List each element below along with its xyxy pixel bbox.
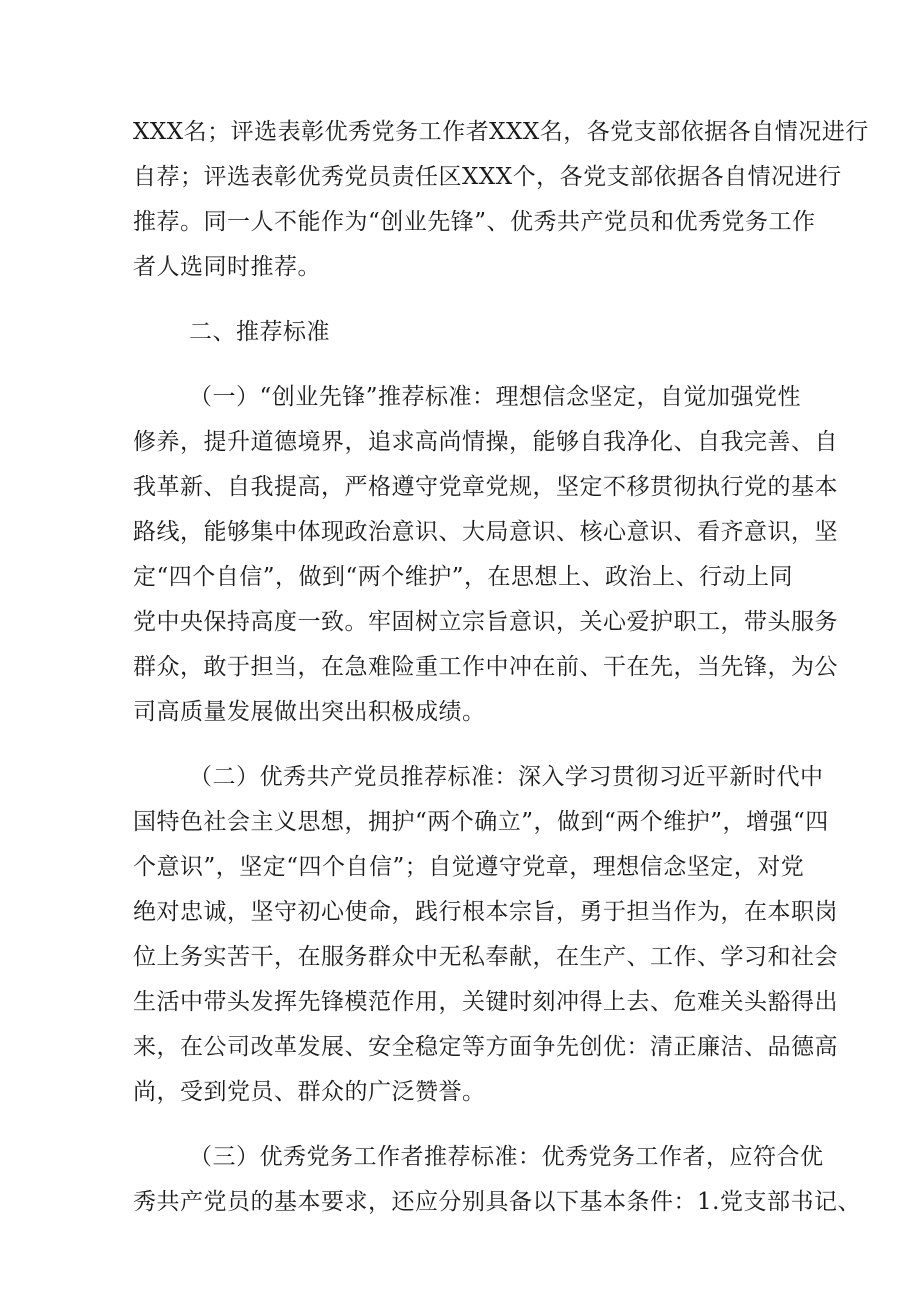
paragraph-3 — [133, 1135, 861, 1225]
text-line: 尚，受到党员、群众的广泛赞誉。 — [133, 1079, 486, 1105]
text-line: 秀共产党员的基本要求，还应分别具备以下基本条件：1.党支部书记、 — [133, 1189, 861, 1215]
text-line: 生活中带头发挥先锋模范作用，关键时刻冲得上去、危难关头豁得出 — [133, 989, 838, 1015]
text-line: XXX名；评选表彰优秀党务工作者XXX名，各党支部依据各自情况进行 — [133, 119, 869, 145]
text-line: 司高质量发展做出突出积极成绩。 — [133, 699, 486, 725]
document-body — [133, 110, 869, 1225]
text-line: 个意识”，坚定“四个自信”；自觉遵守党章，理想信念坚定，对党 — [133, 854, 805, 880]
text-line: 国特色社会主义思想，拥护“两个确立”，做到“两个维护”，增强“四 — [133, 809, 829, 835]
text-line: （一）“创业先锋”推荐标准：理想信念坚定，自觉加强党性 — [189, 384, 802, 410]
text-line: 者人选同时推荐。 — [133, 254, 321, 280]
paragraph-1 — [133, 375, 838, 735]
text-line: 路线，能够集中体现政治意识、大局意识、核心意识、看齐意识，坚 — [133, 519, 838, 545]
text-line: （二）优秀共产党员推荐标准：深入学习贯彻习近平新时代中 — [189, 764, 824, 790]
text-line: 党中央保持高度一致。牢固树立宗旨意识，关心爱护职工，带头服务 — [133, 609, 838, 635]
text-line: 推荐。同一人不能作为“创业先锋”、优秀共产党员和优秀党务工作 — [133, 209, 816, 235]
paragraph-intro — [133, 110, 869, 290]
text-line: 我革新、自我提高，严格遵守党章党规，坚定不移贯彻执行党的基本 — [133, 474, 838, 500]
paragraph-2 — [133, 755, 838, 1115]
text-line: （三）优秀党务工作者推荐标准：优秀党务工作者，应符合优 — [189, 1144, 824, 1170]
text-line: 群众，敢于担当，在急难险重工作中冲在前、干在先，当先锋，为公 — [133, 654, 838, 680]
text-line: 位上务实苦干，在服务群众中无私奉献，在生产、工作、学习和社会 — [133, 944, 838, 970]
text-line: 来，在公司改革发展、安全稳定等方面争先创优：清正廉洁、品德高 — [133, 1034, 838, 1060]
text-line: 自荐；评选表彰优秀党员责任区XXX个，各党支部依据各自情况进行 — [133, 164, 842, 190]
text-line: 定“四个自信”，做到“两个维护”，在思想上、政治上、行动上同 — [133, 564, 794, 590]
text-line: 绝对忠诚，坚守初心使命，践行根本宗旨，勇于担当作为，在本职岗 — [133, 899, 838, 925]
section-heading: 二、推荐标准 — [189, 319, 330, 345]
text-line: 修养，提升道德境界，追求高尚情操，能够自我净化、自我完善、自 — [133, 429, 838, 455]
